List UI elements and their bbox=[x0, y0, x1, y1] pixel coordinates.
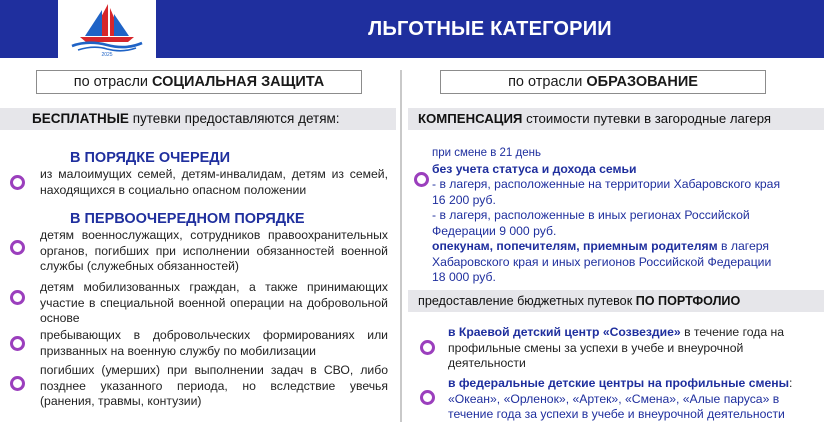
page-title: ЛЬГОТНЫЕ КАТЕГОРИИ bbox=[368, 18, 612, 40]
khabarovsk-line: - в лагеря, расположенные на территории Хабаровского края bbox=[432, 177, 781, 191]
bullet-icon bbox=[10, 290, 25, 305]
portfolio-item: в Краевой детский центр «Созвездие» в течение года на профильные смены за успехи в учебе и внеурочной деятельности bbox=[448, 325, 785, 370]
bullet-icon bbox=[420, 390, 435, 405]
header-bar bbox=[0, 0, 824, 58]
compensation-band: КОМПЕНСАЦИЯ стоимости путевки в загородные лагеря bbox=[408, 108, 824, 130]
guardians-amount: 18 000 руб. bbox=[432, 270, 496, 284]
priority-item: пребывающих в добровольческих формированиях или призванных на военную службу по мобилизации bbox=[40, 328, 388, 358]
sector-label-social: по отрасли СОЦИАЛЬНАЯ ЗАЩИТА bbox=[36, 70, 362, 94]
priority-item: погибших (умерших) при выполнении задач в СВО, либо позднее указанного периода, но вследствие увечья (ранения, травмы, контузии) bbox=[40, 363, 388, 408]
sector-name: ОБРАЗОВАНИЕ bbox=[586, 74, 698, 90]
bullet-icon bbox=[10, 376, 25, 391]
portfolio-item: в федеральные детские центры на профильные смены: «Океан», «Орленок», «Артек», «Смена», «Алые паруса» в течение года за успехи в учебе и внеурочной деятельности bbox=[448, 376, 793, 421]
priority-heading: В ПЕРВООЧЕРЕДНОМ ПОРЯДКЕ bbox=[70, 211, 305, 227]
priority-item: детям военнослужащих, сотрудников правоохранительных органов, погибших при исполнении обязанностей военной службы (служебных обязанностей) bbox=[40, 228, 388, 273]
queue-text: из малоимущих семей, детям-инвалидам, детям из семей, находящихся в социально опасном положении bbox=[40, 167, 388, 197]
priority-item: детям мобилизованных граждан, а также принимающих участие в специальной военной операции на добровольной основе bbox=[40, 280, 388, 325]
logo bbox=[58, 0, 156, 58]
sector-label-education: по отрасли ОБРАЗОВАНИЕ bbox=[440, 70, 766, 94]
bullet-icon bbox=[10, 240, 25, 255]
bullet-icon bbox=[420, 340, 435, 355]
portfolio-band: предоставление бюджетных путевок ПО ПОРТФОЛИО bbox=[408, 290, 824, 312]
khabarovsk-amount: 16 200 руб. bbox=[432, 192, 496, 207]
free-vouchers-band: БЕСПЛАТНЫЕ путевки предоставляются детям: bbox=[0, 108, 396, 130]
bullet-icon bbox=[10, 336, 25, 351]
guardians-line-2: Хабаровского края и иных регионов Российской Федерации bbox=[432, 254, 772, 269]
sector-name: СОЦИАЛЬНАЯ ЗАЩИТА bbox=[152, 74, 325, 90]
no-status-line: без учета статуса и дохода семьи bbox=[432, 161, 637, 176]
queue-heading: В ПОРЯДКЕ ОЧЕРЕДИ bbox=[70, 150, 231, 166]
sailboat-logo-icon bbox=[58, 0, 156, 58]
compensation-block bbox=[432, 146, 816, 286]
bullet-icon bbox=[414, 172, 429, 187]
shift-note: при смене в 21 день bbox=[432, 147, 541, 159]
logo-caption: 2025 bbox=[101, 52, 113, 58]
other-regions-amount: Федерации 9 000 руб. bbox=[432, 223, 557, 238]
bullet-icon bbox=[10, 175, 25, 190]
guardians-line: опекунам, попечителям, приемным родителям в лагеря bbox=[432, 239, 770, 253]
column-divider bbox=[400, 70, 402, 422]
other-regions-line: - в лагеря, расположенные в иных регионах Российской bbox=[432, 208, 750, 222]
